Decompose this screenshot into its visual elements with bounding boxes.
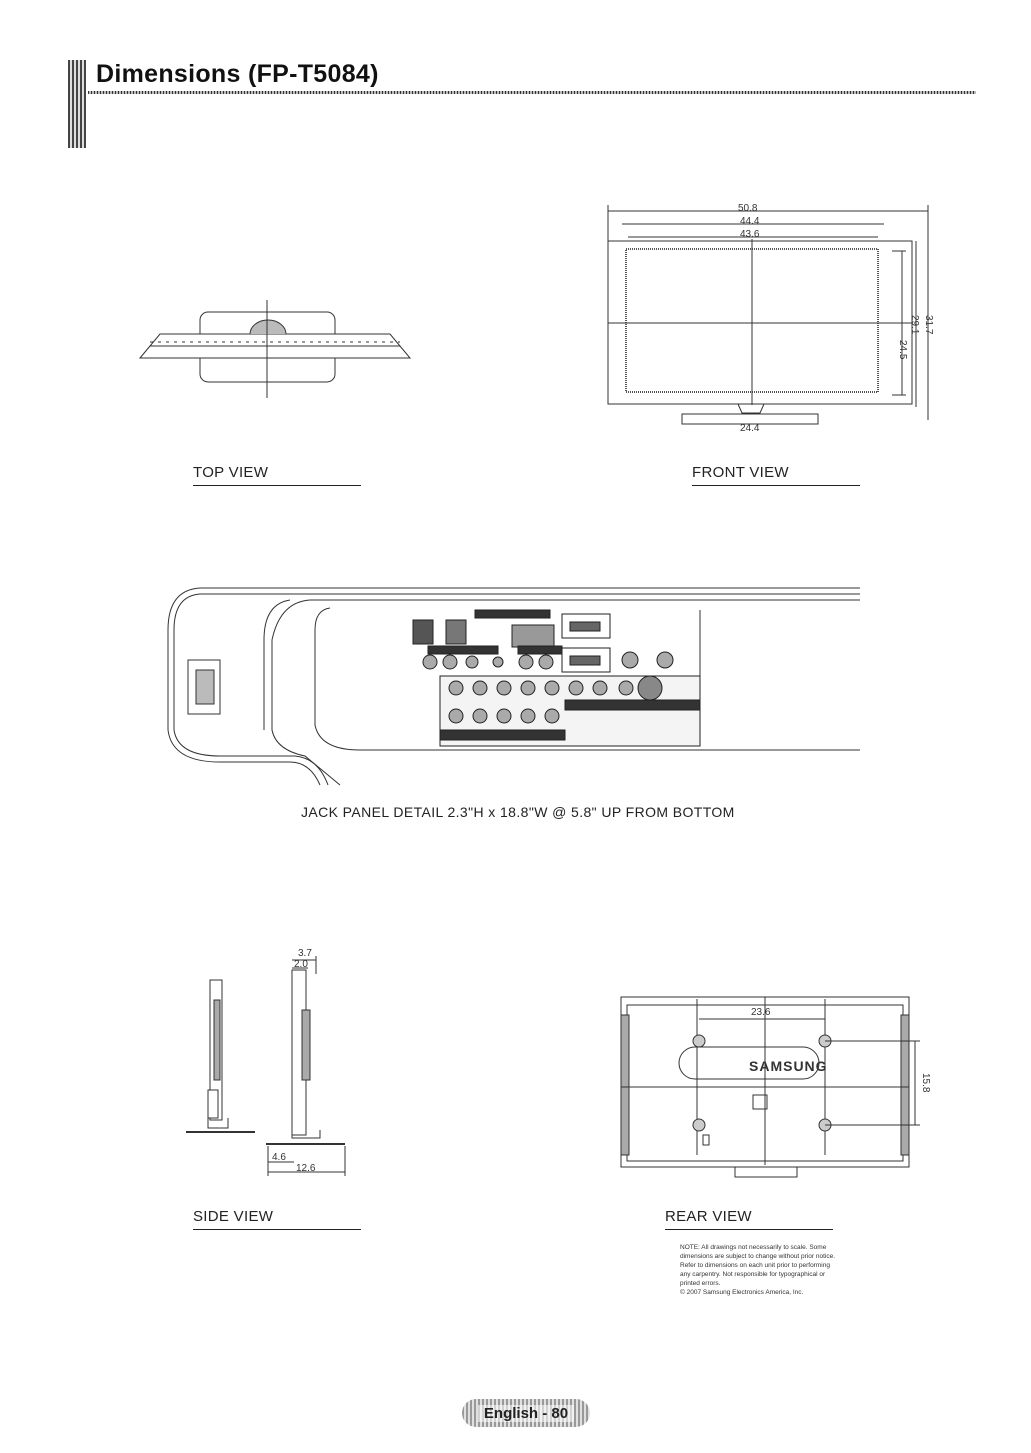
disclaimer-note (680, 1243, 912, 1297)
note-line: Refer to dimensions on each unit prior to performing (680, 1262, 830, 1269)
note-line: any carpentry. Not responsible for typographical or (680, 1271, 826, 1278)
dim-screen-height: 24.5 (897, 340, 908, 360)
side-view-caption: SIDE VIEW (193, 1208, 274, 1225)
side-view-drawing (180, 940, 360, 1180)
dim-overall-height: 31.7 (923, 315, 934, 335)
front-view-caption-rule (692, 485, 860, 486)
note-line: dimensions are subject to change without prior notice. (680, 1253, 836, 1260)
page-number-badge (462, 1399, 590, 1427)
dim-overall-width: 50.8 (738, 203, 758, 214)
front-view-caption: FRONT VIEW (692, 464, 789, 481)
dim-screen-width: 43.6 (740, 229, 760, 240)
dim-base-offset: 4.6 (272, 1152, 286, 1163)
rear-view-caption-rule (665, 1229, 833, 1230)
dim-base-depth: 12.6 (296, 1163, 316, 1174)
note-line: printed errors. (680, 1280, 721, 1287)
dim-stand-depth-top: 3.7 (298, 948, 312, 959)
dim-mount-width: 23.6 (751, 1007, 771, 1018)
rear-brand-logo: SAMSUNG (749, 1058, 828, 1074)
front-view-drawing (590, 195, 940, 445)
top-view-drawing (130, 290, 420, 410)
title-marker (68, 60, 86, 148)
top-view-caption-rule (193, 485, 361, 486)
side-view-caption-rule (193, 1229, 361, 1230)
top-view-caption: TOP VIEW (193, 464, 269, 481)
dim-mount-height: 15.8 (920, 1073, 931, 1093)
dim-stand-width: 24.4 (740, 423, 760, 434)
dim-panel-width: 44.4 (740, 216, 760, 227)
note-line: NOTE: All drawings not necessarily to scale. Some (680, 1244, 827, 1251)
page-number: English - 80 (478, 1405, 574, 1422)
rear-view-drawing (615, 985, 940, 1185)
jack-panel-drawing (160, 580, 860, 790)
rear-view-caption: REAR VIEW (665, 1208, 752, 1225)
note-line: © 2007 Samsung Electronics America, Inc. (680, 1289, 804, 1296)
title-rule (88, 91, 976, 94)
page-title: Dimensions (FP-T5084) (96, 60, 379, 88)
jack-panel-caption: JACK PANEL DETAIL 2.3"H x 18.8"W @ 5.8" UP FROM BOTTOM (301, 804, 735, 820)
dim-body-depth: 2.0 (294, 959, 308, 970)
dim-body-height: 29.1 (909, 315, 920, 335)
